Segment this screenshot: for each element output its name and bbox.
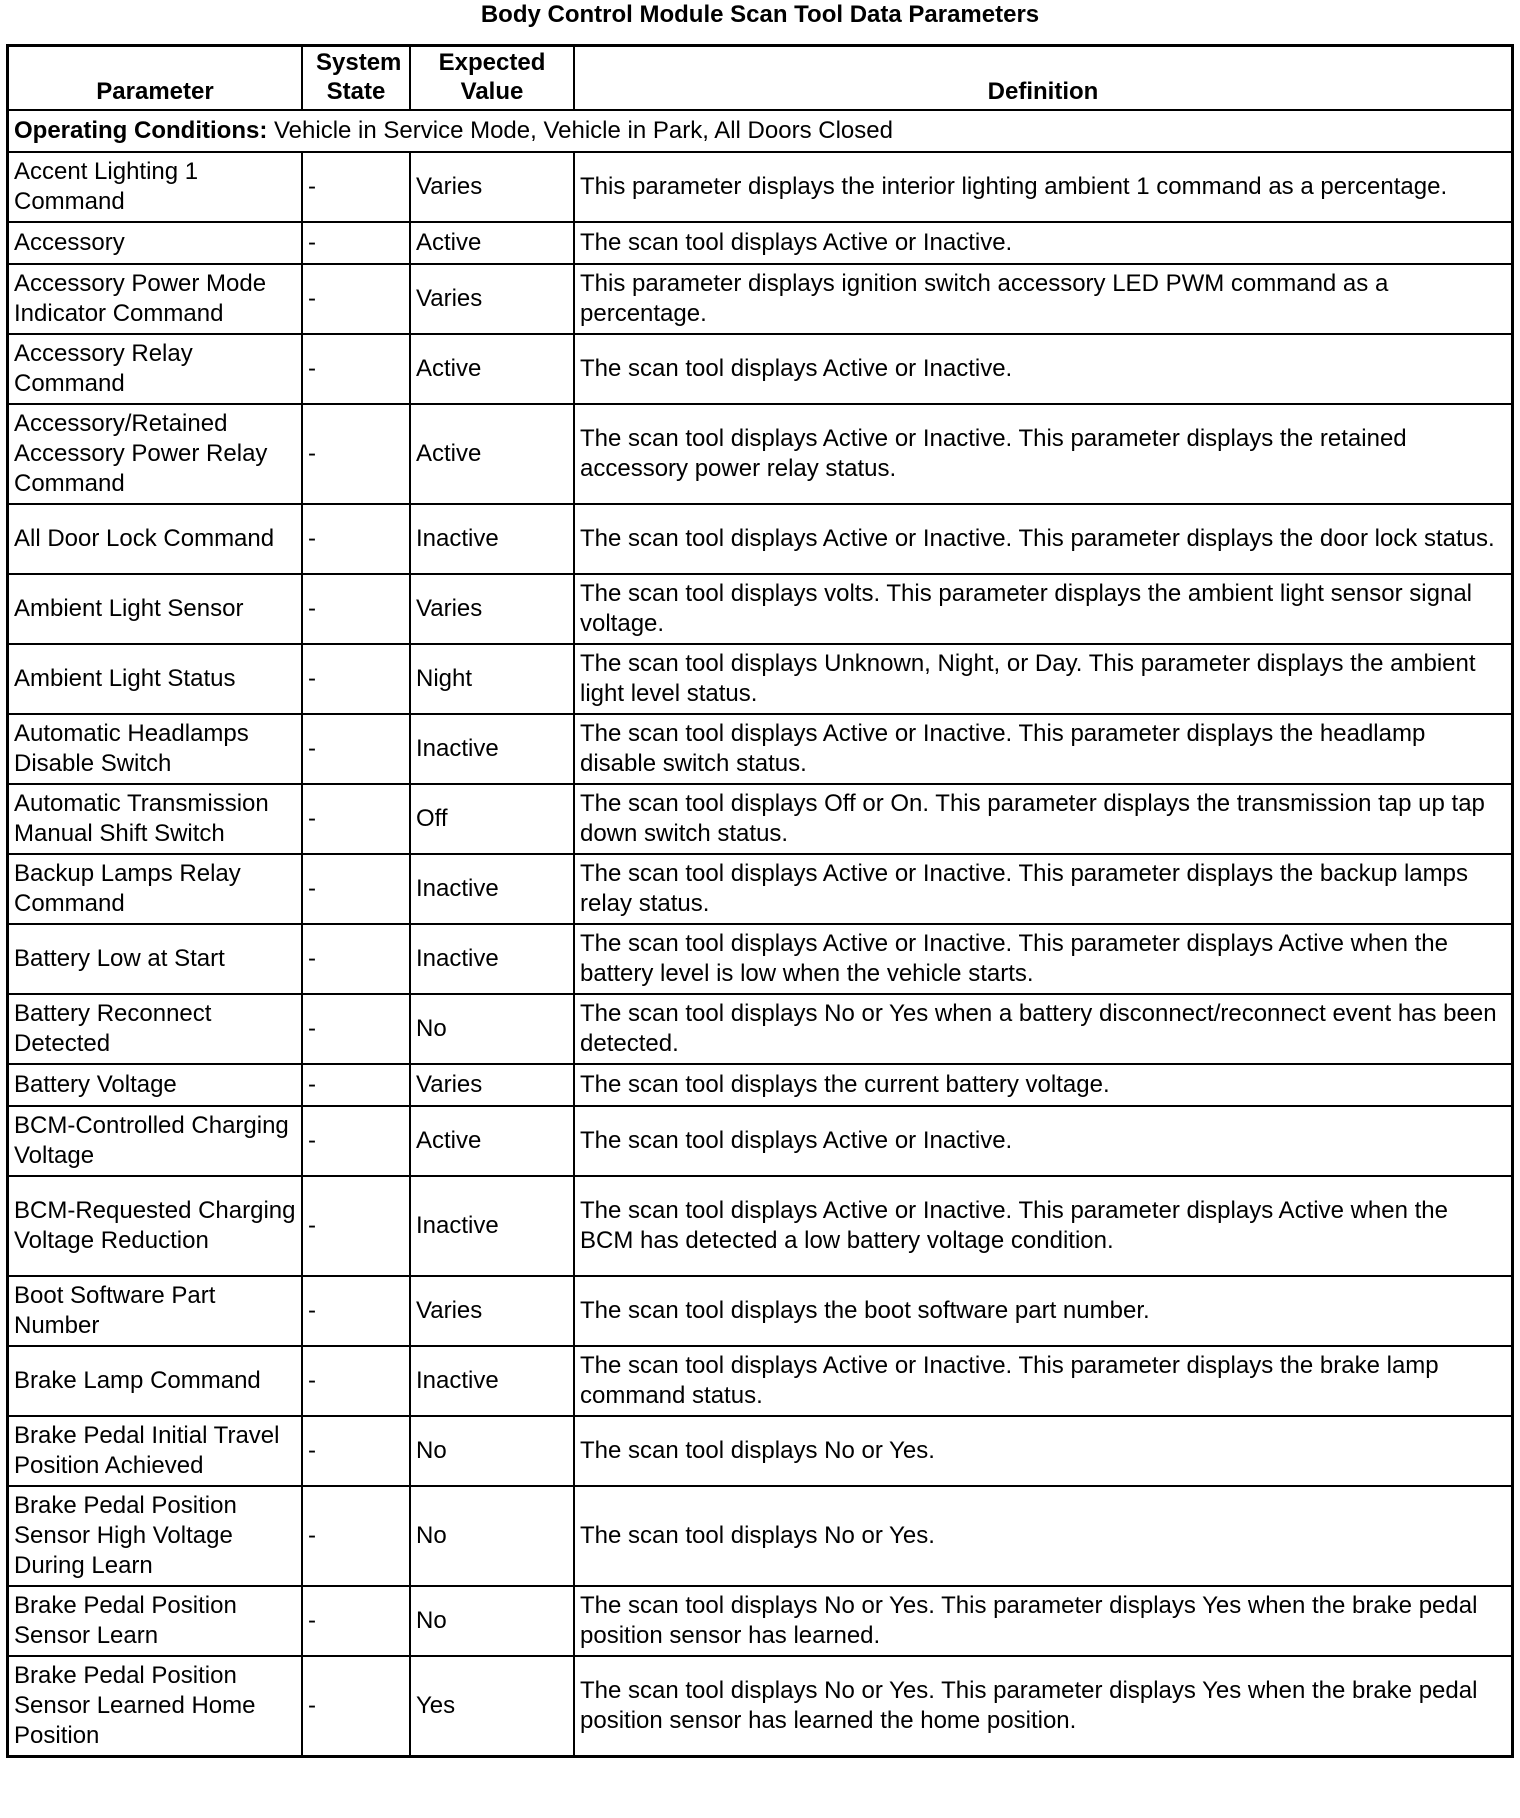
parameter-cell: BCM-Controlled Charging Voltage bbox=[8, 1106, 303, 1176]
parameter-cell: Accent Lighting 1 Command bbox=[8, 152, 303, 222]
definition-cell: The scan tool displays No or Yes. This parameter displays Yes when the brake pedal position sensor has learned the home position. bbox=[574, 1656, 1513, 1757]
system-state-cell: - bbox=[302, 1346, 410, 1416]
table-row bbox=[8, 1106, 1513, 1176]
table-row bbox=[8, 1486, 1513, 1586]
definition-cell: The scan tool displays Active or Inactive. This parameter displays Active when the battery level is low when the vehicle starts. bbox=[574, 924, 1513, 994]
system-state-cell: - bbox=[302, 222, 410, 264]
expected-value-cell: Active bbox=[410, 334, 574, 404]
expected-value-cell: No bbox=[410, 1486, 574, 1586]
system-state-cell: - bbox=[302, 854, 410, 924]
table-row bbox=[8, 1346, 1513, 1416]
table-row bbox=[8, 404, 1513, 504]
expected-value-cell: Active bbox=[410, 1106, 574, 1176]
definition-cell: The scan tool displays the boot software part number. bbox=[574, 1276, 1513, 1346]
page-title: Body Control Module Scan Tool Data Parameters bbox=[480, 1, 1040, 28]
definition-cell: The scan tool displays volts. This parameter displays the ambient light sensor signal voltage. bbox=[574, 574, 1513, 644]
table-row bbox=[8, 1586, 1513, 1656]
definition-cell: This parameter displays ignition switch accessory LED PWM command as a percentage. bbox=[574, 264, 1513, 334]
header-parameter: Parameter bbox=[8, 46, 303, 111]
expected-value-cell: Inactive bbox=[410, 504, 574, 574]
definition-cell: The scan tool displays Active or Inactive. This parameter displays the headlamp disable switch status. bbox=[574, 714, 1513, 784]
expected-value-cell: No bbox=[410, 1416, 574, 1486]
parameter-cell: Accessory Power Mode Indicator Command bbox=[8, 264, 303, 334]
parameter-cell: Ambient Light Sensor bbox=[8, 574, 303, 644]
table-row bbox=[8, 222, 1513, 264]
system-state-cell: - bbox=[302, 574, 410, 644]
expected-value-cell: Varies bbox=[410, 264, 574, 334]
definition-cell: The scan tool displays Active or Inactive. bbox=[574, 1106, 1513, 1176]
system-state-cell: - bbox=[302, 1486, 410, 1586]
table-row bbox=[8, 264, 1513, 334]
definition-cell: The scan tool displays No or Yes. bbox=[574, 1486, 1513, 1586]
header-row bbox=[8, 46, 1513, 111]
table-row bbox=[8, 854, 1513, 924]
system-state-cell: - bbox=[302, 1586, 410, 1656]
table-row bbox=[8, 1276, 1513, 1346]
parameter-cell: Battery Voltage bbox=[8, 1064, 303, 1106]
table-row bbox=[8, 1656, 1513, 1757]
definition-cell: The scan tool displays Active or Inactive. bbox=[574, 334, 1513, 404]
parameter-cell: Accessory/Retained Accessory Power Relay Command bbox=[8, 404, 303, 504]
system-state-cell: - bbox=[302, 152, 410, 222]
system-state-cell: - bbox=[302, 334, 410, 404]
table-row bbox=[8, 504, 1513, 574]
system-state-cell: - bbox=[302, 994, 410, 1064]
parameter-cell: BCM-Requested Charging Voltage Reduction bbox=[8, 1176, 303, 1276]
parameter-cell: All Door Lock Command bbox=[8, 504, 303, 574]
header-expected-value-text: Expected Value bbox=[438, 49, 546, 105]
definition-cell: The scan tool displays Active or Inactive. This parameter displays the brake lamp command status. bbox=[574, 1346, 1513, 1416]
parameter-cell: Accessory Relay Command bbox=[8, 334, 303, 404]
parameter-cell: Accessory bbox=[8, 222, 303, 264]
expected-value-cell: Active bbox=[410, 222, 574, 264]
expected-value-cell: Yes bbox=[410, 1656, 574, 1757]
system-state-cell: - bbox=[302, 644, 410, 714]
system-state-cell: - bbox=[302, 924, 410, 994]
expected-value-cell: Varies bbox=[410, 152, 574, 222]
system-state-cell: - bbox=[302, 404, 410, 504]
system-state-cell: - bbox=[302, 1276, 410, 1346]
definition-cell: The scan tool displays Active or Inactive. This parameter displays the door lock status. bbox=[574, 504, 1513, 574]
definition-cell: This parameter displays the interior lighting ambient 1 command as a percentage. bbox=[574, 152, 1513, 222]
parameters-table bbox=[6, 44, 1514, 1758]
parameter-cell: Brake Pedal Position Sensor High Voltage During Learn bbox=[8, 1486, 303, 1586]
expected-value-cell: No bbox=[410, 994, 574, 1064]
table-row bbox=[8, 714, 1513, 784]
expected-value-cell: Night bbox=[410, 644, 574, 714]
table-row bbox=[8, 644, 1513, 714]
system-state-cell: - bbox=[302, 1656, 410, 1757]
operating-conditions-cell bbox=[8, 110, 1513, 152]
parameter-cell: Battery Low at Start bbox=[8, 924, 303, 994]
expected-value-cell: Inactive bbox=[410, 714, 574, 784]
parameter-cell: Brake Pedal Position Sensor Learned Home Position bbox=[8, 1656, 303, 1757]
operating-conditions-label: Operating Conditions: bbox=[14, 117, 268, 144]
expected-value-cell: Inactive bbox=[410, 1346, 574, 1416]
definition-cell: The scan tool displays No or Yes. This parameter displays Yes when the brake pedal position sensor has learned. bbox=[574, 1586, 1513, 1656]
header-system-state-text: System State bbox=[316, 49, 402, 105]
header-definition: Definition bbox=[574, 46, 1513, 111]
table-row bbox=[8, 574, 1513, 644]
parameter-cell: Ambient Light Status bbox=[8, 644, 303, 714]
expected-value-cell: Off bbox=[410, 784, 574, 854]
definition-cell: The scan tool displays Active or Inactive. This parameter displays the backup lamps relay status. bbox=[574, 854, 1513, 924]
definition-cell: The scan tool displays Active or Inactive. This parameter displays the retained accessory power relay status. bbox=[574, 404, 1513, 504]
table-row bbox=[8, 924, 1513, 994]
table-row bbox=[8, 1416, 1513, 1486]
table-row bbox=[8, 152, 1513, 222]
parameter-cell: Boot Software Part Number bbox=[8, 1276, 303, 1346]
system-state-cell: - bbox=[302, 504, 410, 574]
system-state-cell: - bbox=[302, 784, 410, 854]
table-row bbox=[8, 1064, 1513, 1106]
definition-cell: The scan tool displays Off or On. This parameter displays the transmission tap up tap down switch status. bbox=[574, 784, 1513, 854]
table-row bbox=[8, 994, 1513, 1064]
parameter-cell: Brake Pedal Position Sensor Learn bbox=[8, 1586, 303, 1656]
system-state-cell: - bbox=[302, 1064, 410, 1106]
expected-value-cell: Inactive bbox=[410, 1176, 574, 1276]
parameter-cell: Brake Pedal Initial Travel Position Achieved bbox=[8, 1416, 303, 1486]
table-body bbox=[8, 110, 1513, 1757]
table-row bbox=[8, 1176, 1513, 1276]
expected-value-cell: Varies bbox=[410, 1276, 574, 1346]
parameter-cell: Brake Lamp Command bbox=[8, 1346, 303, 1416]
expected-value-cell: Varies bbox=[410, 1064, 574, 1106]
parameter-cell: Backup Lamps Relay Command bbox=[8, 854, 303, 924]
header-system-state bbox=[302, 46, 410, 111]
system-state-cell: - bbox=[302, 1106, 410, 1176]
system-state-cell: - bbox=[302, 1176, 410, 1276]
expected-value-cell: Inactive bbox=[410, 924, 574, 994]
expected-value-cell: Inactive bbox=[410, 854, 574, 924]
parameter-cell: Battery Reconnect Detected bbox=[8, 994, 303, 1064]
table-row bbox=[8, 784, 1513, 854]
parameter-cell: Automatic Headlamps Disable Switch bbox=[8, 714, 303, 784]
definition-cell: The scan tool displays Active or Inactive. bbox=[574, 222, 1513, 264]
expected-value-cell: No bbox=[410, 1586, 574, 1656]
system-state-cell: - bbox=[302, 264, 410, 334]
operating-conditions-row bbox=[8, 110, 1513, 152]
definition-cell: The scan tool displays Active or Inactive. This parameter displays Active when the BCM has detected a low battery voltage condition. bbox=[574, 1176, 1513, 1276]
table-row bbox=[8, 334, 1513, 404]
system-state-cell: - bbox=[302, 1416, 410, 1486]
parameter-cell: Automatic Transmission Manual Shift Switch bbox=[8, 784, 303, 854]
definition-cell: The scan tool displays No or Yes. bbox=[574, 1416, 1513, 1486]
definition-cell: The scan tool displays Unknown, Night, or Day. This parameter displays the ambient light level status. bbox=[574, 644, 1513, 714]
definition-cell: The scan tool displays No or Yes when a battery disconnect/reconnect event has been detected. bbox=[574, 994, 1513, 1064]
operating-conditions-text: Vehicle in Service Mode, Vehicle in Park, All Doors Closed bbox=[267, 117, 893, 144]
system-state-cell: - bbox=[302, 714, 410, 784]
expected-value-cell: Active bbox=[410, 404, 574, 504]
definition-cell: The scan tool displays the current battery voltage. bbox=[574, 1064, 1513, 1106]
expected-value-cell: Varies bbox=[410, 574, 574, 644]
header-expected-value bbox=[410, 46, 574, 111]
